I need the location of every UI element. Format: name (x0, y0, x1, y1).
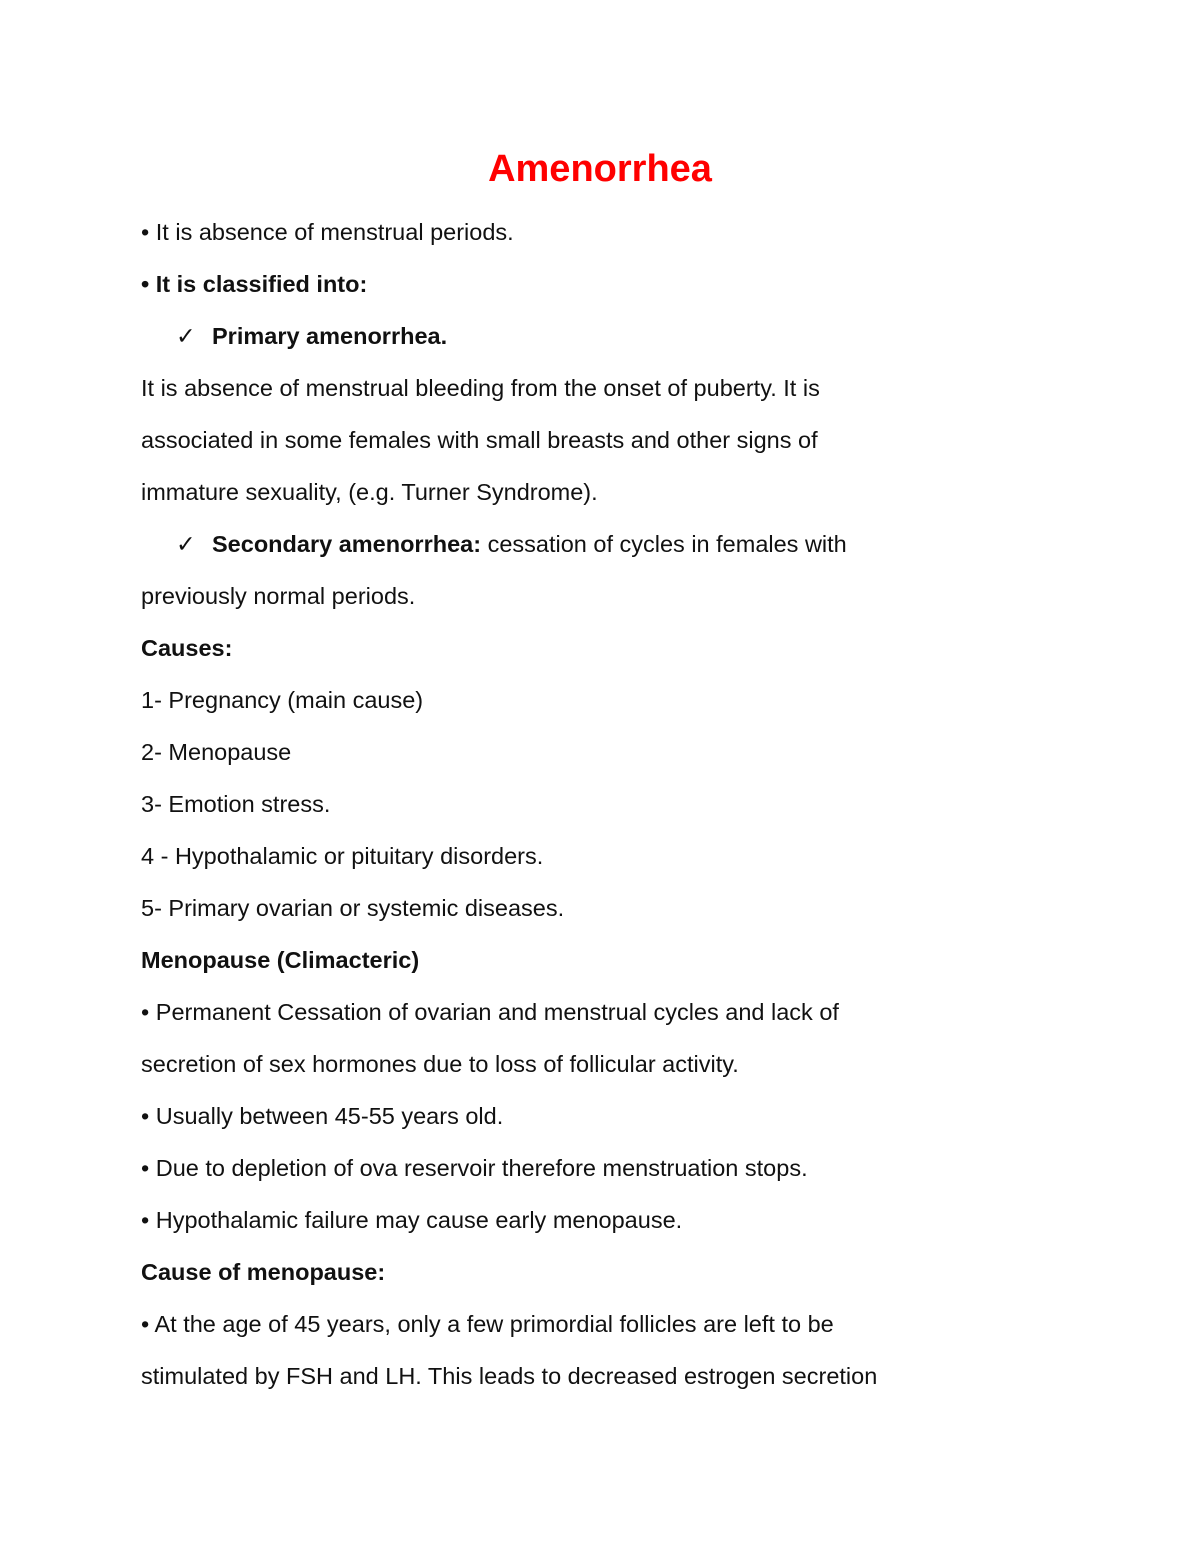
bullet-text: Usually between 45-55 years old. (155, 1103, 504, 1129)
paragraph-line: It is absence of menstrual bleeding from the onset of puberty. It is (141, 375, 820, 401)
bullet-text: Hypothalamic failure may cause early menopause. (155, 1207, 683, 1233)
list-item: 5- Primary ovarian or systemic diseases. (141, 895, 565, 921)
document-body (141, 206, 941, 1402)
bullet-icon: • (141, 219, 150, 245)
bullet-item (141, 1142, 941, 1194)
bullet-classification (141, 258, 941, 310)
paragraph-line: associated in some females with small breasts and other signs of (141, 427, 818, 453)
primary-heading-text: Primary amenorrhea. (212, 323, 448, 349)
bullet-icon: • (141, 1311, 150, 1337)
list-item: 3- Emotion stress. (141, 791, 331, 817)
list-item: 4 - Hypothalamic or pituitary disorders. (141, 843, 544, 869)
bullet-item (141, 1298, 941, 1350)
definition-text: It is absence of menstrual periods. (155, 219, 514, 245)
bullet-item (141, 1090, 941, 1142)
paragraph-line: secretion of sex hormones due to loss of follicular activity. (141, 1051, 739, 1077)
menopause-heading: Menopause (Climacteric) (141, 947, 420, 973)
paragraph-line: stimulated by FSH and LH. This leads to decreased estrogen secretion (141, 1363, 878, 1389)
paragraph-line: previously normal periods. (141, 583, 416, 609)
bullet-item (141, 986, 941, 1038)
secondary-text: cessation of cycles in females with (481, 531, 847, 557)
list-item: 1- Pregnancy (main cause) (141, 687, 424, 713)
classification-text: It is classified into: (155, 271, 368, 297)
bullet-definition (141, 206, 941, 258)
bullet-icon: • (141, 999, 150, 1025)
bullet-icon: • (141, 271, 150, 297)
checkmark-icon: ✓ (176, 531, 196, 557)
secondary-heading-text: Secondary amenorrhea: (212, 531, 482, 557)
page-title: Amenorrhea (488, 148, 712, 190)
list-item: 2- Menopause (141, 739, 292, 765)
cause-of-menopause-heading: Cause of menopause: (141, 1259, 386, 1285)
bullet-text: Permanent Cessation of ovarian and menstrual cycles and lack of (155, 999, 839, 1025)
secondary-amenorrhea-heading (141, 518, 941, 570)
paragraph-line: immature sexuality, (e.g. Turner Syndrome). (141, 479, 598, 505)
bullet-icon: • (141, 1103, 150, 1129)
checkmark-icon: ✓ (176, 323, 196, 349)
bullet-text: Due to depletion of ova reservoir therefore menstruation stops. (155, 1155, 808, 1181)
bullet-item (141, 1194, 941, 1246)
bullet-icon: • (141, 1207, 150, 1233)
bullet-text: At the age of 45 years, only a few primordial follicles are left to be (154, 1311, 834, 1337)
bullet-icon: • (141, 1155, 150, 1181)
causes-heading: Causes: (141, 635, 233, 661)
primary-amenorrhea-heading (141, 310, 941, 362)
